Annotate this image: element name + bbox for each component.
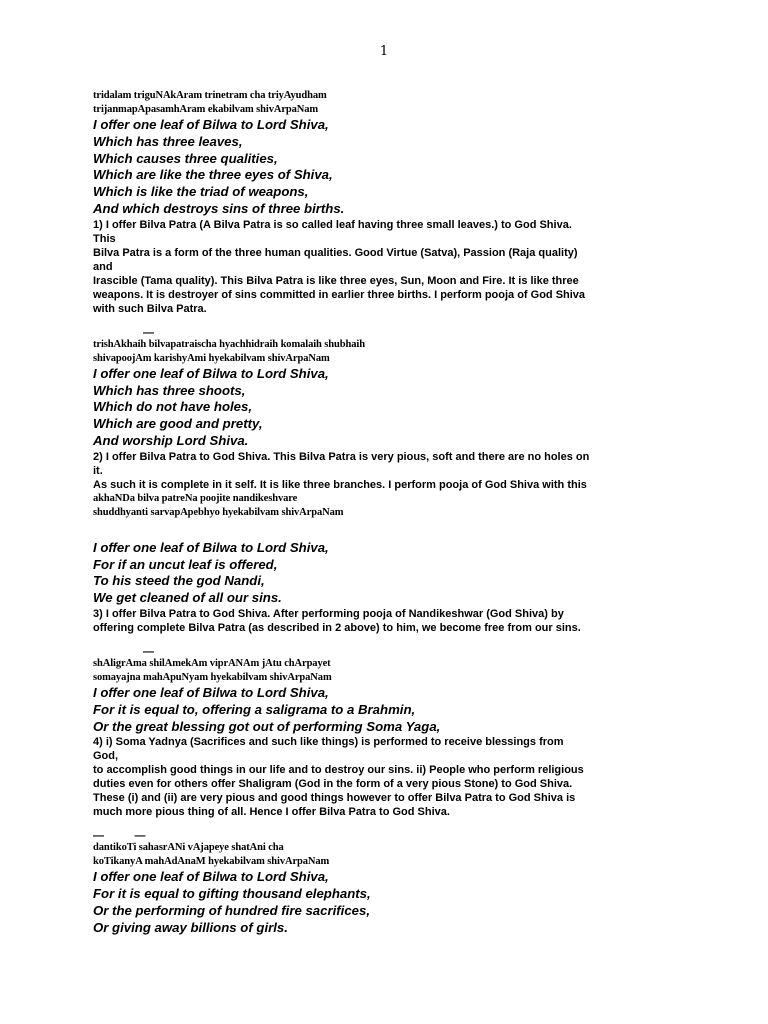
explanation-line: to accomplish good things in our life and to destroy our sins. ii) People who perform religious — [93, 764, 584, 777]
verse-line: Which are good and pretty, — [93, 416, 263, 432]
explanation-line: Irascible (Tama quality). This Bilva Patra is like three eyes, Sun, Moon and Fire. It is like three — [93, 274, 579, 287]
explanation-line: offering complete Bilva Patra (as described in 2 above) to him, we become free from our sins. — [93, 621, 581, 634]
transliteration-line: akhaNDa bilva patreNa poojite nandikeshvare — [93, 492, 298, 504]
verse-line: I offer one leaf of Bilwa to Lord Shiva, — [93, 539, 329, 555]
verse-line: Or the great blessing got out of performing Soma Yaga, — [93, 718, 441, 734]
explanation-line: with such Bilva Patra. — [93, 302, 207, 315]
verse-line: Or the performing of hundred fire sacrifices, — [93, 902, 370, 918]
explanation-line: it. — [93, 464, 103, 477]
explanation-line: much more pious thing of all. Hence I offer Bilva Patra to God Shiva. — [93, 806, 450, 819]
verse-line: And worship Lord Shiva. — [93, 432, 249, 448]
explanation-line: Bilva Patra is a form of the three human qualities. Good Virtue (Satva), Passion (Raja quality) — [93, 246, 578, 259]
stanza-2 — [93, 338, 683, 492]
transliteration-line: dantikoTi sahasrANi vAjapeye shatAni cha — [93, 842, 284, 854]
verse-line: For it is equal to gifting thousand elephants, — [93, 886, 371, 902]
explanation-line: 2) I offer Bilva Patra to God Shiva. This Bilva Patra is very pious, soft and there are no holes on — [93, 450, 590, 463]
explanation-line: duties even for others offer Shaligram (God in the form of a very pious Stone) to God Shiva. — [93, 778, 573, 791]
stanza-5 — [93, 841, 683, 936]
verse-line: Which are like the three eyes of Shiva, — [93, 167, 333, 183]
verse-line: Or giving away billions of girls. — [93, 919, 288, 935]
transliteration-line: shAligrAma shilAmekAm viprANAm jAtu chArpayet — [93, 657, 331, 669]
explanation-line: These (i) and (ii) are very pious and good things however to offer Bilva Patra to God Shiva is — [93, 792, 576, 805]
explanation-line: and — [93, 260, 113, 273]
transliteration-line: shivapoojAm karishyAmi hyekabilvam shivArpaNam — [93, 352, 330, 364]
stanza-3 — [93, 492, 683, 635]
verse-line: We get cleaned of all our sins. — [93, 590, 282, 606]
transliteration-line: trijanmapApasamhAram ekabilvam shivArpaNam — [93, 104, 319, 115]
explanation-line: 4) i) Soma Yadnya (Sacrifices and such like things) is performed to receive blessings from — [93, 736, 564, 749]
verse-line: I offer one leaf of Bilwa to Lord Shiva, — [93, 869, 329, 885]
verse-line: Which causes three qualities, — [93, 150, 278, 166]
explanation-line: 3) I offer Bilva Patra to God Shiva. After performing pooja of Nandikeshwar (God Shiva) by — [93, 607, 564, 620]
stanza-4 — [93, 657, 683, 819]
verse-line: I offer one leaf of Bilwa to Lord Shiva, — [93, 365, 329, 381]
verse-line: To his steed the god Nandi, — [93, 573, 265, 589]
macron-mark: — — — [93, 830, 146, 843]
explanation-line: As such it is complete in it self. It is like three branches. I perform pooja of God Shiva with this — [93, 478, 587, 491]
verse-line: For it is equal to, offering a saligrama to a Brahmin, — [93, 701, 416, 717]
page-number: 1 — [379, 44, 389, 59]
explanation-line: 1) I offer Bilva Patra (A Bilva Patra is so called leaf having three small leaves.) to God Shiva. — [93, 218, 572, 231]
transliteration-line: tridalam triguNAkAram trinetram cha triyAyudham — [93, 90, 327, 101]
explanation-line: God, — [93, 750, 119, 763]
verse-line: Which has three shoots, — [93, 382, 246, 398]
transliteration-line: somayajna mahApuNyam hyekabilvam shivArpaNam — [93, 671, 332, 683]
verse-line: Which do not have holes, — [93, 399, 252, 415]
verse-line: I offer one leaf of Bilwa to Lord Shiva, — [93, 117, 329, 132]
verse-line: And which destroys sins of three births. — [93, 200, 345, 216]
explanation-line: This — [93, 232, 116, 245]
stanza-1 — [93, 89, 683, 316]
macron-mark: — — [143, 326, 154, 339]
transliteration-line: koTikanyA mahAdAnaM hyekabilvam shivArpaNam — [93, 856, 330, 868]
macron-mark: — — [143, 645, 154, 658]
verse-line: Which is like the triad of weapons, — [93, 184, 309, 200]
verse-line: Which has three leaves, — [93, 133, 243, 149]
explanation-line: weapons. It is destroyer of sins committed in earlier three births. I perform pooja of God Shiva — [93, 288, 586, 301]
document-body — [93, 89, 683, 937]
verse-line: For if an uncut leaf is offered, — [93, 556, 278, 572]
transliteration-line: trishAkhaih bilvapatraischa hyachhidraih komalaih shubhaih — [93, 338, 365, 350]
verse-line: I offer one leaf of Bilwa to Lord Shiva, — [93, 684, 329, 700]
transliteration-line: shuddhyanti sarvapApebhyo hyekabilvam shivArpaNam — [93, 506, 344, 518]
